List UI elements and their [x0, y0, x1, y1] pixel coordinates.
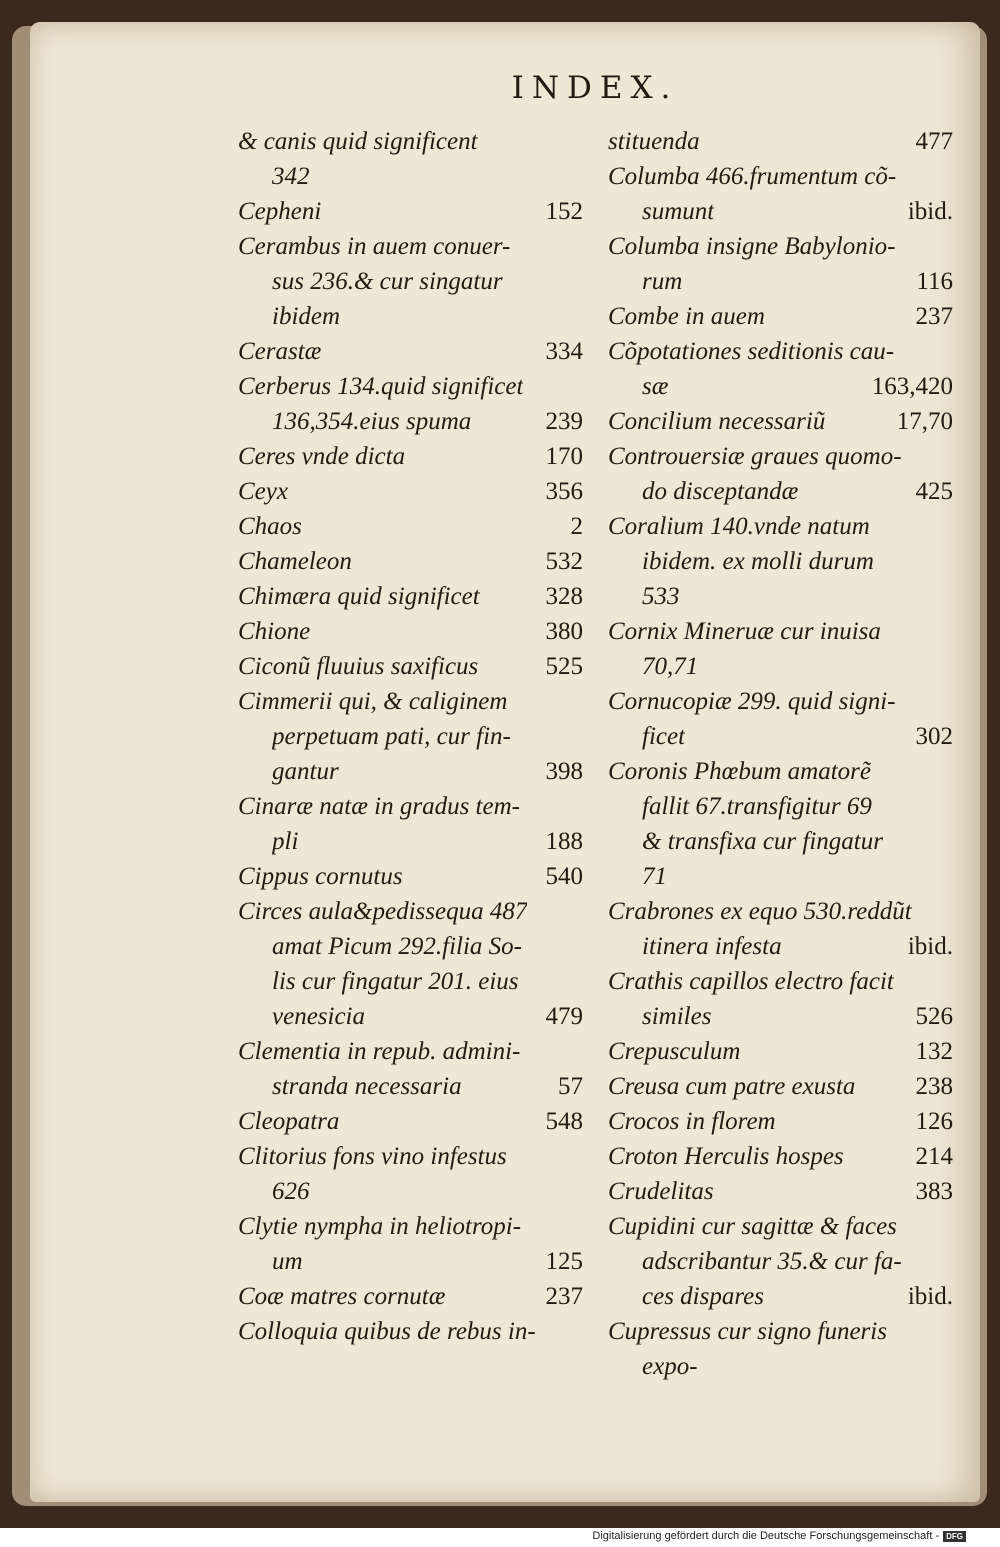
index-term: 136,354.eius spuma: [272, 408, 472, 435]
index-line: [238, 404, 583, 439]
index-line: [238, 614, 583, 649]
index-entry: [608, 159, 953, 229]
index-line: [238, 964, 583, 999]
index-term: rum: [642, 268, 683, 295]
index-term: stranda necessaria: [272, 1073, 462, 1100]
page-reference: 116: [916, 268, 953, 295]
index-term: ibidem. ex molli durum: [642, 548, 874, 575]
index-entry: [608, 1104, 953, 1139]
index-entry: [238, 789, 583, 859]
index-entry: [238, 1209, 583, 1279]
index-line: [608, 1279, 953, 1314]
index-line: [608, 929, 953, 964]
index-entry: [608, 439, 953, 509]
index-line: [238, 649, 583, 684]
index-line: [608, 264, 953, 299]
index-term: Croton Herculis hospes: [608, 1143, 844, 1170]
index-entry: [238, 544, 583, 579]
index-term: Chione: [238, 618, 311, 645]
index-term: sus 236.& cur singatur: [272, 268, 503, 295]
index-term: Cerastæ: [238, 338, 322, 365]
index-line: [608, 964, 953, 999]
page-reference: 477: [915, 128, 953, 155]
index-line: [238, 299, 583, 334]
index-term: Cupidini cur sagittæ & faces: [608, 1213, 897, 1240]
index-line: [608, 1174, 953, 1209]
index-term: Combe in auem: [608, 303, 765, 330]
index-term: Ciconũ fluuius saxificus: [238, 653, 479, 680]
index-entry: [608, 1139, 953, 1174]
index-line: [238, 754, 583, 789]
page-reference: 125: [545, 1248, 583, 1275]
index-entry: [608, 964, 953, 1034]
index-line: [238, 1279, 583, 1314]
page-reference: 237: [545, 1283, 583, 1310]
index-term: sumunt: [642, 198, 715, 225]
index-term: stituenda: [608, 128, 700, 155]
index-entry: [238, 509, 583, 544]
index-line: [608, 894, 953, 929]
index-term: Crepusculum: [608, 1038, 741, 1065]
page-reference: 163,420: [871, 373, 953, 400]
index-term: itinera infesta: [642, 933, 782, 960]
index-term: Clementia in repub. admini-: [238, 1038, 521, 1065]
index-term: Chaos: [238, 513, 302, 540]
index-term: ficet: [642, 723, 686, 750]
index-entry: [238, 124, 583, 194]
index-line: [608, 754, 953, 789]
index-entry: [238, 194, 583, 229]
page-reference: 238: [915, 1073, 953, 1100]
index-term: Concilium necessariũ: [608, 408, 826, 435]
index-entry: [608, 614, 953, 684]
index-line: [238, 999, 583, 1034]
index-term: Ceres vnde dicta: [238, 443, 406, 470]
index-line: [608, 544, 953, 579]
index-entry: [608, 1174, 953, 1209]
page-reference: 152: [545, 198, 583, 225]
index-line: [238, 1069, 583, 1104]
index-term: Cerambus in auem conuer-: [238, 233, 511, 260]
index-term: 342: [272, 163, 310, 190]
page-reference: ibid.: [907, 198, 953, 225]
page-reference: 398: [545, 758, 583, 785]
page-reference: 170: [545, 443, 583, 470]
index-entry: [238, 334, 583, 369]
index-line: [238, 894, 583, 929]
index-term: Chimæra quid significet: [238, 583, 480, 610]
index-term: Chameleon: [238, 548, 352, 575]
index-term: Controuersiæ graues quomo-: [608, 443, 902, 470]
running-head: INDEX.: [511, 70, 679, 106]
index-term: Columba 466.frumentum cõ-: [608, 163, 897, 190]
index-entry: [608, 894, 953, 964]
page-reference: 383: [915, 1178, 953, 1205]
index-term: Cornucopiæ 299. quid signi-: [608, 688, 896, 715]
index-entry: [608, 1069, 953, 1104]
index-term: Cleopatra: [238, 1108, 340, 1135]
index-term: Colloquia quibus de rebus in-: [238, 1318, 536, 1345]
page-reference: 188: [545, 828, 583, 855]
index-line: [238, 1209, 583, 1244]
page-reference: 239: [545, 408, 583, 435]
page-reference: 126: [915, 1108, 953, 1135]
index-entry: [608, 334, 953, 404]
index-term: fallit 67.transfigitur 69: [642, 793, 872, 820]
index-line: [608, 789, 953, 824]
index-line: [608, 1244, 953, 1279]
index-line: [608, 369, 953, 404]
index-line: [608, 719, 953, 754]
page-reference: 380: [545, 618, 583, 645]
index-line: [608, 1104, 953, 1139]
index-line: [238, 124, 583, 159]
index-term: & transfixa cur fingatur: [642, 828, 883, 855]
index-column-right: [608, 124, 953, 1384]
index-term: Crathis capillos electro facit: [608, 968, 894, 995]
index-entry: [238, 369, 583, 439]
index-line: [238, 1139, 583, 1174]
index-term: Coæ matres cornutæ: [238, 1283, 446, 1310]
index-line: [238, 929, 583, 964]
index-line: [608, 474, 953, 509]
page-reference: 540: [545, 863, 583, 890]
index-line: [608, 194, 953, 229]
index-line: [238, 719, 583, 754]
index-entry: [608, 754, 953, 894]
page-reference: 328: [545, 583, 583, 610]
index-line: [608, 229, 953, 264]
index-line: [608, 1139, 953, 1174]
page-reference: 425: [915, 478, 953, 505]
index-line: [608, 299, 953, 334]
index-line: [608, 404, 953, 439]
index-line: [238, 509, 583, 544]
index-term: gantur: [272, 758, 339, 785]
index-term: Cerberus 134.quid significet: [238, 373, 524, 400]
index-entry: [608, 509, 953, 614]
index-entry: [238, 649, 583, 684]
index-term: amat Picum 292.filia So-: [272, 933, 522, 960]
index-entry: [238, 1314, 583, 1349]
index-entry: [238, 439, 583, 474]
index-entry: [608, 684, 953, 754]
index-entry: [238, 614, 583, 649]
index-line: [608, 334, 953, 369]
index-term: similes: [642, 1003, 712, 1030]
index-term: Crabrones ex equo 530.reddũt: [608, 898, 912, 925]
index-term: Cepheni: [238, 198, 322, 225]
index-line: [238, 824, 583, 859]
index-entry: [608, 124, 953, 159]
index-term: Cornix Mineruæ cur inuisa: [608, 618, 881, 645]
page-reference: 334: [545, 338, 583, 365]
index-term: Cimmerii qui, & caliginem: [238, 688, 508, 715]
index-line: [238, 1174, 583, 1209]
index-term: Circes aula&pedissequa 487: [238, 898, 528, 925]
index-line: [238, 229, 583, 264]
index-line: [238, 439, 583, 474]
index-line: [608, 1349, 953, 1384]
page-reference: 302: [915, 723, 953, 750]
index-line: [608, 1069, 953, 1104]
index-term: perpetuam pati, cur fin-: [272, 723, 511, 750]
page-reference: 57: [558, 1073, 583, 1100]
page-reference: 237: [915, 303, 953, 330]
index-entry: [608, 299, 953, 334]
index-term: venesicia: [272, 1003, 366, 1030]
index-line: [238, 544, 583, 579]
page-reference: ibid.: [907, 1283, 953, 1310]
index-term: ibidem: [272, 303, 341, 330]
index-entry: [608, 1314, 953, 1384]
index-entry: [238, 894, 583, 1034]
index-line: [238, 159, 583, 194]
page-reference: 548: [545, 1108, 583, 1135]
index-line: [238, 859, 583, 894]
index-entry: [238, 1279, 583, 1314]
index-line: [608, 684, 953, 719]
index-term: Cupressus cur signo funeris: [608, 1318, 887, 1345]
page-reference: 526: [915, 1003, 953, 1030]
index-column-left: [238, 124, 583, 1349]
digitization-footer: [592, 1530, 966, 1542]
index-line: [608, 579, 953, 614]
index-entry: [608, 1209, 953, 1314]
page-reference: 479: [545, 1003, 583, 1030]
index-term: Creusa cum patre exusta: [608, 1073, 856, 1100]
index-line: [608, 649, 953, 684]
index-entry: [608, 1034, 953, 1069]
index-term: um: [272, 1248, 303, 1275]
index-term: expo-: [642, 1353, 698, 1380]
index-term: Cippus cornutus: [238, 863, 403, 890]
index-term: Ceyx: [238, 478, 288, 505]
index-term: pli: [272, 828, 299, 855]
index-term: Crudelitas: [608, 1178, 714, 1205]
index-line: [238, 369, 583, 404]
index-term: Cinaræ natæ in gradus tem-: [238, 793, 520, 820]
index-line: [238, 474, 583, 509]
index-line: [608, 1034, 953, 1069]
index-line: [238, 1104, 583, 1139]
index-entry: [238, 474, 583, 509]
page-reference: 356: [545, 478, 583, 505]
page-reference: 532: [545, 548, 583, 575]
index-term: adscribantur 35.& cur fa-: [642, 1248, 902, 1275]
index-term: 533: [642, 583, 680, 610]
index-term: 626: [272, 1178, 310, 1205]
footer-text: Digitalisierung gefördert durch die Deutsche Forschungsgemeinschaft -: [592, 1530, 940, 1542]
index-entry: [238, 1104, 583, 1139]
index-term: & canis quid significent: [238, 128, 478, 155]
page-reference: 525: [545, 653, 583, 680]
index-line: [238, 684, 583, 719]
index-line: [238, 1244, 583, 1279]
page-reference: 17,70: [896, 408, 953, 435]
index-line: [238, 789, 583, 824]
page-reference: 214: [915, 1143, 953, 1170]
index-entry: [238, 1034, 583, 1104]
index-entry: [608, 404, 953, 439]
index-term: Clytie nympha in heliotropi-: [238, 1213, 522, 1240]
index-line: [238, 264, 583, 299]
index-line: [608, 614, 953, 649]
index-entry: [238, 579, 583, 614]
index-term: Clitorius fons vino infestus: [238, 1143, 507, 1170]
page-reference: 2: [570, 513, 583, 540]
index-line: [608, 124, 953, 159]
index-term: Cõpotationes seditionis cau-: [608, 338, 895, 365]
index-term: lis cur fingatur 201. eius: [272, 968, 519, 995]
index-term: 71: [642, 863, 667, 890]
index-line: [608, 159, 953, 194]
index-line: [238, 1314, 583, 1349]
index-line: [238, 579, 583, 614]
page-reference: ibid.: [907, 933, 953, 960]
index-line: [608, 999, 953, 1034]
index-term: Columba insigne Babylonio-: [608, 233, 896, 260]
index-term: Crocos in florem: [608, 1108, 776, 1135]
index-line: [608, 859, 953, 894]
index-term: Coronis Phœbum amatorẽ: [608, 758, 871, 785]
index-term: ces dispares: [642, 1283, 764, 1310]
index-entry: [608, 229, 953, 299]
index-line: [238, 194, 583, 229]
index-term: 70,71: [642, 653, 699, 680]
dfg-logo: DFG: [943, 1531, 966, 1542]
index-line: [608, 824, 953, 859]
index-line: [608, 439, 953, 474]
index-line: [608, 509, 953, 544]
index-entry: [238, 859, 583, 894]
index-line: [238, 334, 583, 369]
index-entry: [238, 1139, 583, 1209]
index-term: Coralium 140.vnde natum: [608, 513, 870, 540]
index-line: [608, 1314, 953, 1349]
index-term: do disceptandæ: [642, 478, 799, 505]
index-line: [238, 1034, 583, 1069]
index-entry: [238, 684, 583, 789]
page-reference: 132: [915, 1038, 953, 1065]
index-line: [608, 1209, 953, 1244]
index-entry: [238, 229, 583, 334]
index-term: sæ: [642, 373, 669, 400]
